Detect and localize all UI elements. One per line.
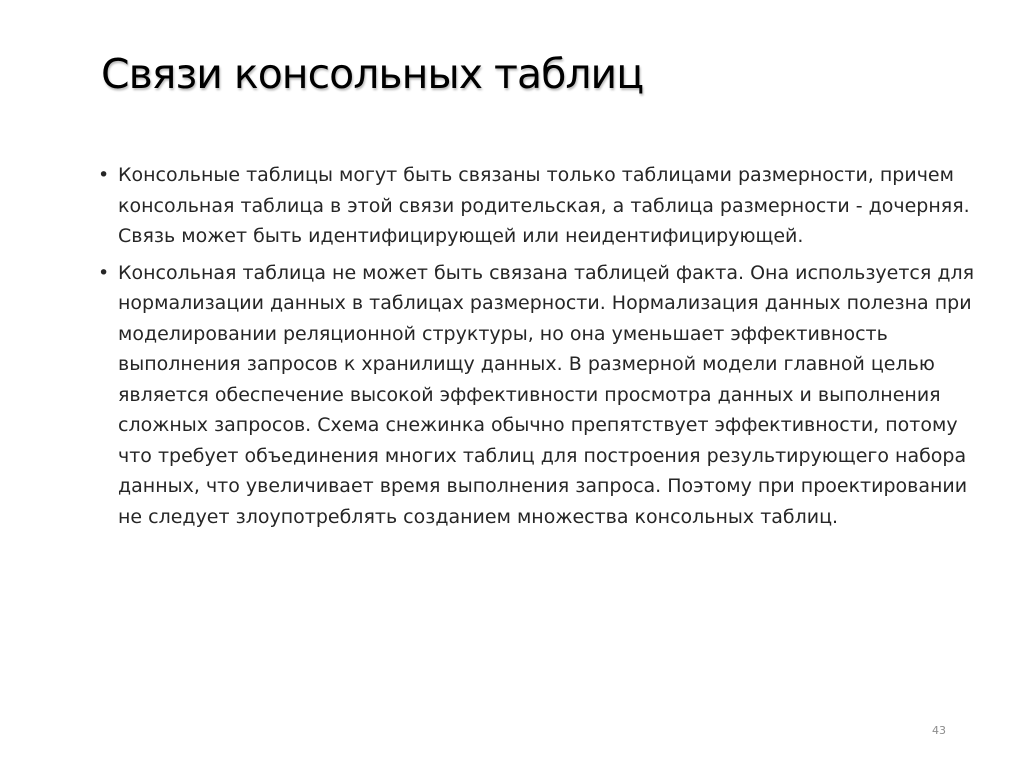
bullet-list (98, 160, 978, 538)
bullet-item (98, 160, 978, 252)
bullet-item (98, 258, 978, 533)
bullet-marker: • (98, 261, 110, 284)
bullet-text: Консольные таблицы могут быть связаны только таблицами размерности, причем консольная таблица в этой связи родительская, а таблица размерности - дочерняя. Связь может быть идентифицирующей или неидентифицирующей. (118, 164, 970, 247)
bullet-marker: • (98, 164, 110, 186)
slide-title: Связи консольных таблиц (101, 50, 644, 98)
page-number: 43 (932, 724, 946, 737)
bullet-text: Консольная таблица не может быть связана таблицей факта. Она используется для нормализации данных в таблицах размерности. Нормализация данных полезна при моделировании реляционной структуры, но она уменьшает эффективность выполнения запросов к хранилищу данных. В размерной модели главной целью является обеспечение высокой эффективности просмотра данных и выполнения сложных запросов. Схема снежинка обычно препятствует эффективности, потому что требует объединения многих таблиц для построения результирующего набора данных, что увеличивает время выполнения запроса. Поэтому при проектировании не следует злоупотреблять созданием множества консольных таблиц. (118, 261, 975, 528)
